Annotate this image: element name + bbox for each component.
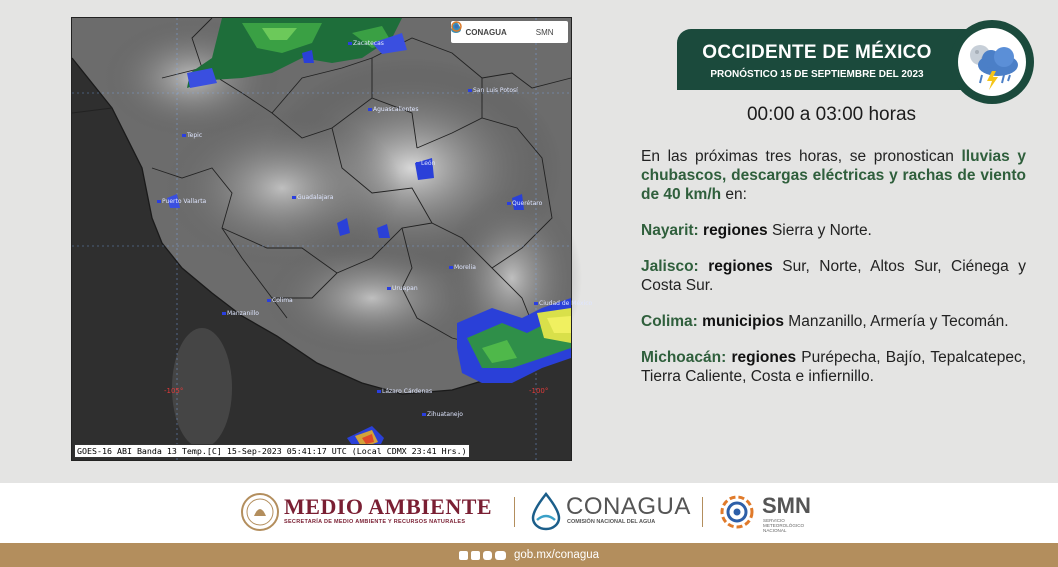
city-label: Aguascalientes	[368, 106, 419, 113]
region-item-nayarit: Nayarit: regiones Sierra y Norte.	[641, 222, 872, 239]
forecast-intro: En las próximas tres horas, se pronostican lluvias y chubascos, descargas eléctricas y rachas de viento de 40 km/h en:	[641, 148, 1026, 203]
medio-ambiente-logo-text: MEDIO AMBIENTE	[284, 494, 493, 519]
logo-divider	[514, 497, 515, 527]
city-label: León	[416, 160, 435, 167]
region-item-michoacan: Michoacán: regiones Purépecha, Bajío, Tepalcatepec, Tierra Caliente, Costa e infiernillo.	[641, 349, 1027, 385]
conagua-logo-icon	[530, 492, 562, 530]
forecast-date: PRONÓSTICO 15 DE SEPTIEMBRE DEL 2023	[710, 69, 924, 80]
map-caption: GOES-16 ABI Banda 13 Temp.[C] 15-Sep-2023 05:41:17 UTC (Local CDMX 23:41 Hrs.)	[74, 444, 470, 458]
city-label: Colima	[267, 297, 293, 304]
instagram-icon[interactable]	[483, 551, 492, 560]
logo-divider	[702, 497, 703, 527]
smn-subtitle: SERVICIO METEOROLÓGICO NACIONAL	[763, 518, 805, 533]
map-graphic	[72, 18, 571, 460]
map-logos	[451, 21, 568, 43]
city-label: Zihuatanejo	[422, 411, 463, 418]
city-label: Manzanillo	[222, 310, 259, 317]
region-item-colima: Colima: municipios Manzanillo, Armería y Tecomán.	[641, 313, 1009, 330]
longitude-label: -100°	[529, 387, 549, 395]
footer-logos	[0, 483, 1058, 543]
footer-bar	[0, 543, 1058, 567]
satellite-map	[71, 17, 593, 461]
city-label: Puerto Vallarta	[157, 198, 206, 205]
website-link[interactable]: gob.mx/conagua	[513, 549, 600, 561]
conagua-subtitle: COMISIÓN NACIONAL DEL AGUA	[567, 519, 656, 525]
longitude-label: -105°	[164, 387, 184, 395]
city-label: Guadalajara	[292, 194, 333, 201]
city-label: Morelia	[449, 264, 476, 271]
social-icons	[459, 551, 506, 560]
region-title: OCCIDENTE DE MÉXICO	[702, 42, 932, 63]
smn-logo-text: SMN	[762, 493, 811, 518]
city-label: Tepic	[182, 132, 202, 139]
map-smn-logo: SMN	[536, 28, 554, 37]
smn-logo-icon	[718, 493, 756, 531]
region-item-jalisco: Jalisco: regiones Sur, Norte, Altos Sur, Ciénega y Costa Sur.	[641, 258, 1026, 294]
city-label: Ciudad de México	[534, 300, 592, 307]
facebook-icon[interactable]	[459, 551, 468, 560]
forecast-hours: 00:00 a 03:00 horas	[746, 104, 917, 125]
government-seal-icon	[240, 492, 280, 532]
smn-swirl-icon	[451, 21, 462, 32]
semarnat-subtitle: SECRETARÍA DE MEDIO AMBIENTE Y RECURSOS NATURALES	[284, 519, 466, 525]
map-conagua-logo: CONAGUA	[465, 28, 506, 37]
forecast-text	[641, 147, 1026, 403]
forecast-phenomena: lluvias y chubascos, descargas eléctricas y rachas de viento de 40 km/h	[641, 148, 1026, 203]
city-label: San Luis Potosí	[468, 87, 518, 94]
conagua-logo-text: CONAGUA	[566, 493, 691, 520]
city-label: Uruapan	[387, 285, 418, 292]
storm-cloud-icon	[946, 19, 1038, 105]
twitter-icon[interactable]	[471, 551, 480, 560]
city-label: Querétaro	[507, 200, 542, 207]
youtube-icon[interactable]	[495, 551, 506, 560]
city-label: Lázaro Cárdenas	[377, 388, 432, 395]
city-label: Zacatecas	[348, 40, 384, 47]
